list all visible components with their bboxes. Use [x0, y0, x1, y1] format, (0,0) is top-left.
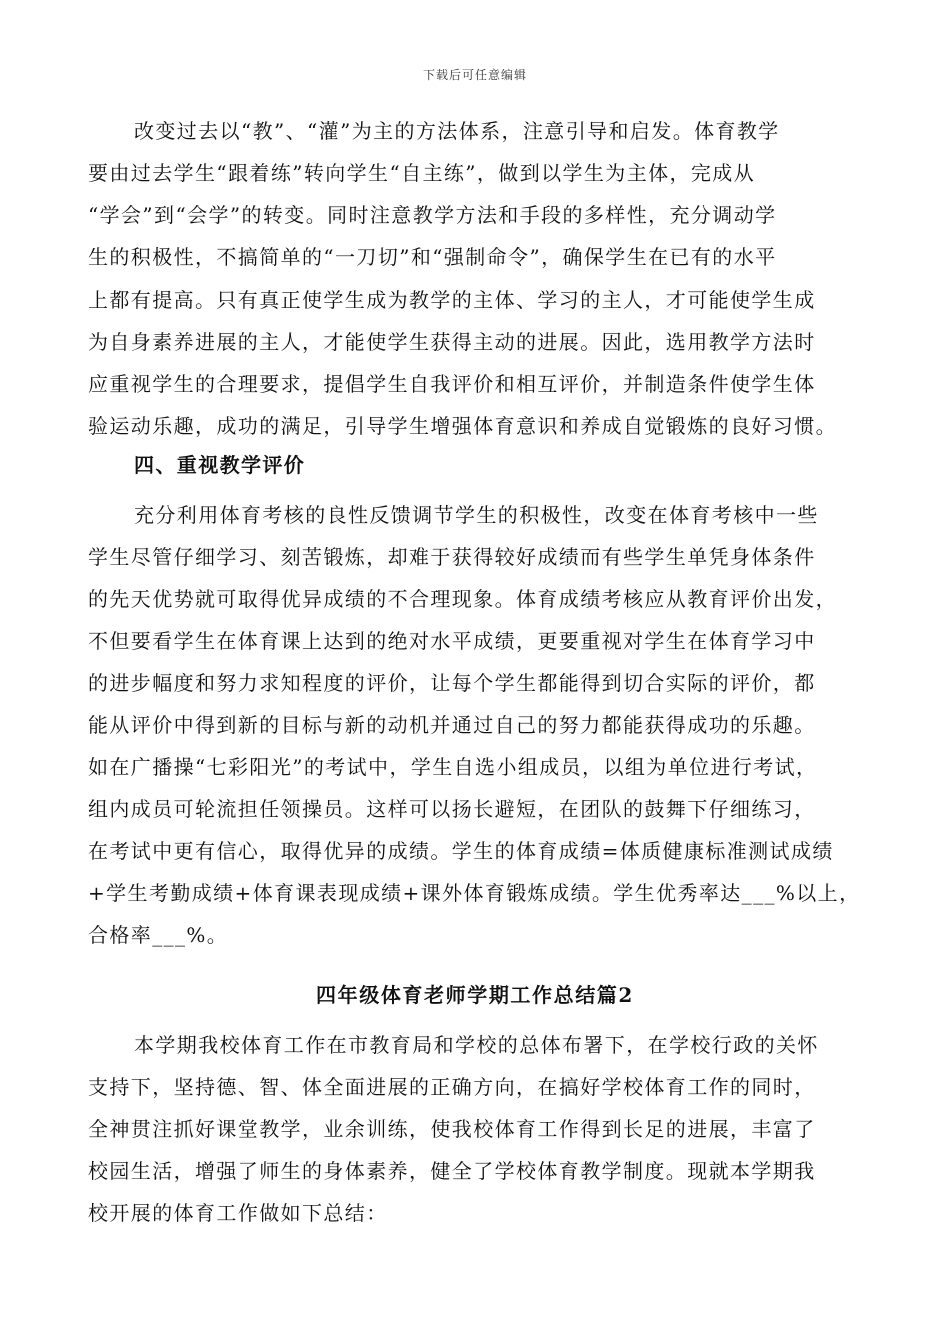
- paragraph-line: 要由过去学生“跟着练”转向学生“自主练”，做到以学生为主体，完成从: [88, 161, 756, 185]
- paragraph-line: 的先天优势就可取得优异成绩的不合理现象。体育成绩考核应从教育评价出发，: [88, 587, 837, 611]
- paragraph-line: 组内成员可轮流担任领操员。这样可以扬长避短，在团队的鼓舞下仔细练习，: [88, 797, 816, 821]
- paragraph-line: 为自身素养进展的主人，才能使学生获得主动的进展。因此，选用教学方法时: [88, 330, 816, 354]
- paragraph-line: 生的积极性，不搞简单的“一刀切”和“强制命令”，确保学生在已有的水平: [88, 245, 777, 269]
- paragraph-line: 在考试中更有信心，取得优异的成绩。学生的体育成绩=体质健康标准测试成绩: [88, 839, 834, 863]
- paragraph-line: 本学期我校体育工作在市教育局和学校的总体布署下，在学校行政的关怀: [134, 1033, 819, 1057]
- paragraph-line: 合格率___%。: [88, 923, 229, 947]
- paragraph-line: 全神贯注抓好课堂教学，业余训练，使我校体育工作得到长足的进展，丰富了: [88, 1117, 816, 1141]
- paragraph-line: 支持下，坚持德、智、体全面进展的正确方向，在搞好学校体育工作的同时，: [88, 1075, 816, 1099]
- paragraph-line: 能从评价中得到新的目标与新的动机并通过自己的努力都能获得成功的乐趣。: [88, 713, 816, 737]
- paragraph-line: +学生考勤成绩+体育课表现成绩+课外体育锻炼成绩。学生优秀率达___%以上，: [88, 881, 861, 905]
- article-title: 四年级体育老师学期工作总结篇2: [316, 983, 634, 1007]
- paragraph-line: 充分利用体育考核的良性反馈调节学生的积极性，改变在体育考核中一些: [134, 503, 819, 527]
- page-header-note: 下载后可任意编辑: [422, 68, 527, 82]
- paragraph-line: 学生尽管仔细学习、刻苦锻炼，却难于获得较好成绩而有些学生单凭身体条件: [88, 545, 816, 569]
- paragraph-line: 校开展的体育工作做如下总结：: [88, 1201, 388, 1225]
- paragraph-line: 改变过去以“教”、“灌”为主的方法体系，注意引导和启发。体育教学: [134, 119, 780, 143]
- paragraph-line: 校园生活，增强了师生的身体素养，健全了学校体育教学制度。现就本学期我: [88, 1159, 816, 1183]
- paragraph-line: 不但要看学生在体育课上达到的绝对水平成绩，更要重视对学生在体育学习中: [88, 629, 816, 653]
- paragraph-line: 应重视学生的合理要求，提倡学生自我评价和相互评价，并制造条件使学生体: [88, 372, 816, 396]
- paragraph-line: 的进步幅度和努力求知程度的评价，让每个学生都能得到切合实际的评价，都: [88, 671, 816, 695]
- paragraph-line: 如在广播操“七彩阳光”的考试中，学生自选小组成员，以组为单位进行考试，: [88, 755, 818, 779]
- section-heading: 四、重视教学评价: [134, 453, 306, 477]
- paragraph-line: 验运动乐趣，成功的满足，引导学生增强体育意识和养成自觉锻炼的良好习惯。: [88, 414, 837, 438]
- paragraph-line: “学会”到“会学”的转变。同时注意教学方法和手段的多样性，充分调动学: [88, 203, 777, 227]
- paragraph-line: 上都有提高。只有真正使学生成为教学的主体、学习的主人，才可能使学生成: [88, 288, 816, 312]
